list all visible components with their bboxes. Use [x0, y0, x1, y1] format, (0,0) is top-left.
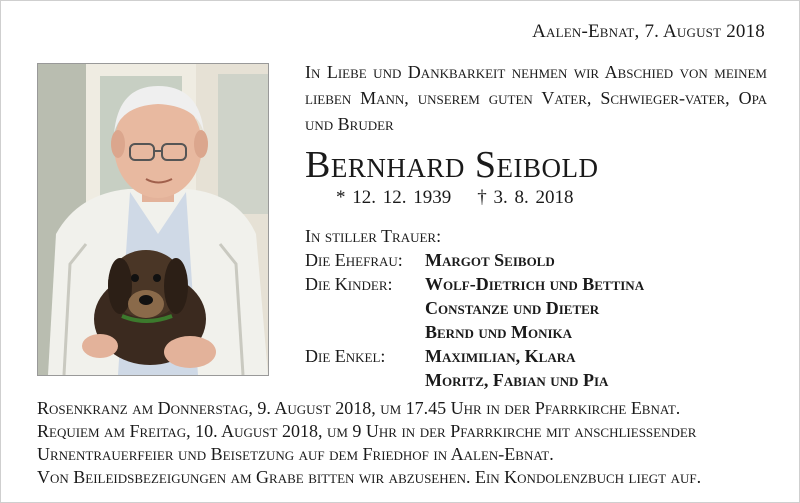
child-entry: Wolf-Dietrich und Bettina	[425, 274, 645, 294]
intro-text: In Liebe und Dankbarkeit nehmen wir Abschied von meinem lieben Mann, unserem guten Vater, Schwieger-vater, Opa und Bruder	[305, 62, 767, 134]
mourners-block	[305, 224, 644, 392]
life-dates	[336, 187, 574, 209]
deceased-name: Bernhard Seibold	[305, 144, 599, 186]
mourners-heading: In stiller Trauer:	[305, 226, 442, 246]
child-entry: Bernd und Monika	[425, 322, 573, 342]
children-row	[305, 296, 644, 320]
grandchildren-label: Die Enkel:	[305, 346, 386, 366]
grandchild-entry: Moritz, Fabian und Pia	[425, 370, 609, 390]
condolence-line: Von Beileidsbezeigungen am Grabe bitten wir abzusehen. Ein Kondolenzbuch liegt auf.	[37, 467, 702, 487]
grandchildren-row	[305, 368, 644, 392]
child-entry: Constanze und Dieter	[425, 298, 600, 318]
death-date: † 3. 8. 2018	[477, 187, 574, 208]
requiem-line: Requiem am Freitag, 10. August 2018, um 9 Uhr in der Pfarrkirche mit anschliessender	[37, 421, 697, 441]
grandchildren-row	[305, 344, 644, 368]
portrait-photo	[37, 63, 269, 376]
rosary-line: Rosenkranz am Donnerstag, 9. August 2018, um 17.45 Uhr in der Pfarrkirche Ebnat.	[37, 398, 681, 418]
place-date: Aalen-Ebnat, 7. August 2018	[532, 21, 765, 42]
service-info	[37, 397, 767, 489]
children-label: Die Kinder:	[305, 274, 393, 294]
portrait-illustration	[38, 64, 268, 375]
wife-name: Margot Seibold	[425, 250, 555, 270]
burial-line: Urnentrauerfeier und Beisetzung auf dem Friedhof in Aalen-Ebnat.	[37, 444, 554, 464]
children-row	[305, 272, 644, 296]
birth-date: * 12. 12. 1939	[336, 187, 452, 208]
grandchild-entry: Maximilian, Klara	[425, 346, 576, 366]
children-row	[305, 320, 644, 344]
wife-label: Die Ehefrau:	[305, 250, 403, 270]
wife-row	[305, 248, 644, 272]
